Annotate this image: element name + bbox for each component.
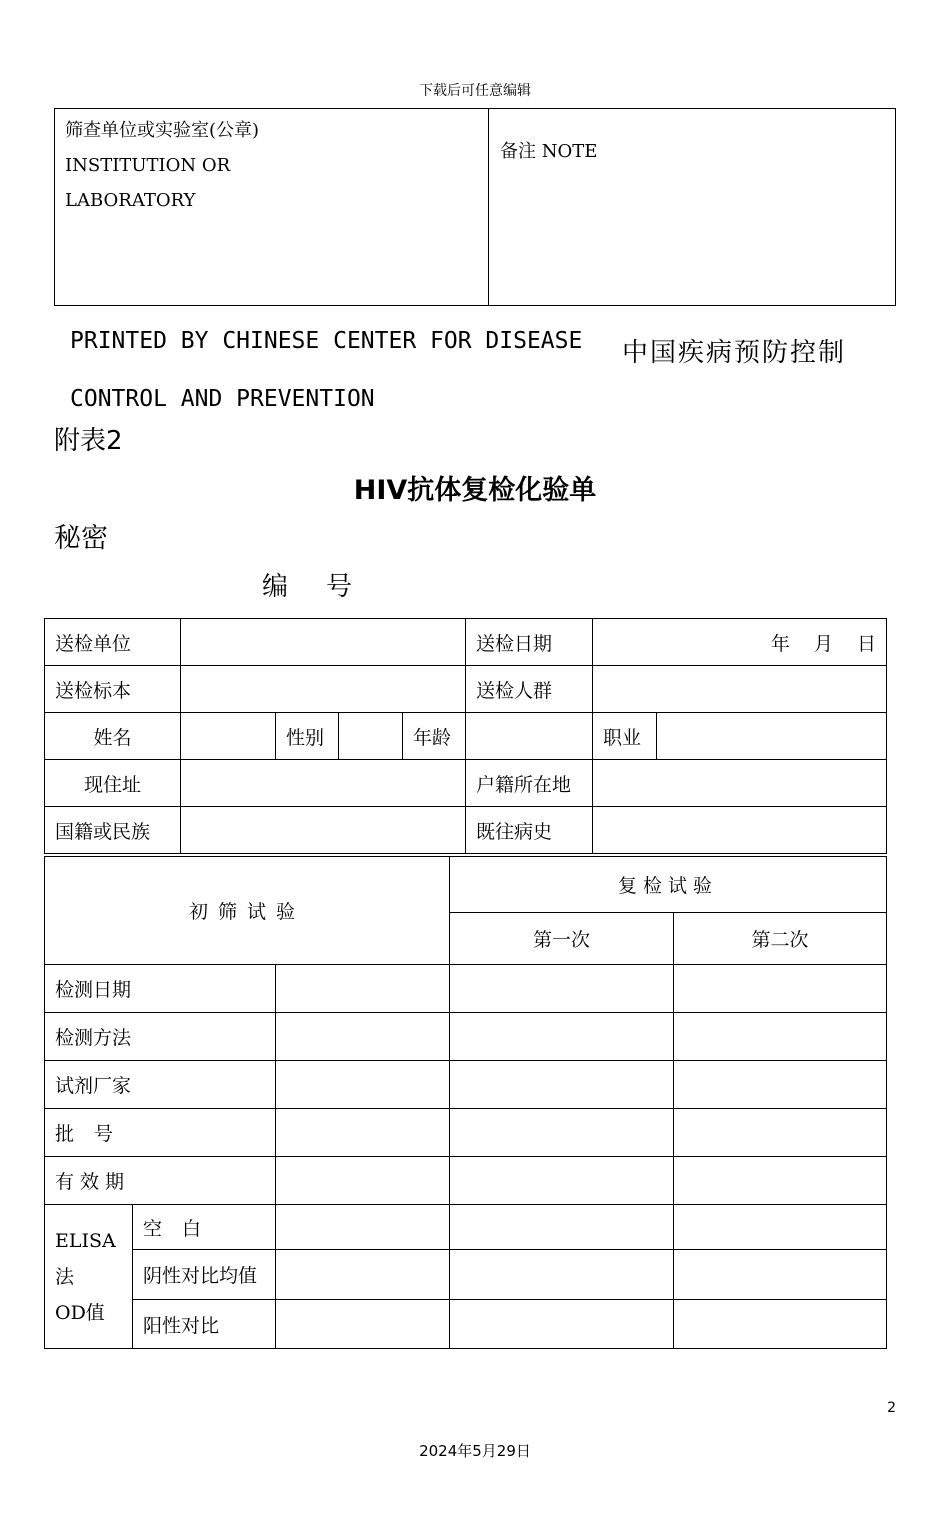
printed-by-line-1: PRINTED BY CHINESE CENTER FOR DISEASE bbox=[70, 328, 583, 354]
initial-reagent-field[interactable] bbox=[276, 1061, 450, 1109]
medical-history-label: 既往病史 bbox=[466, 807, 593, 854]
gender-label: 性别 bbox=[276, 713, 339, 760]
institution-note-box bbox=[54, 108, 896, 306]
population-label: 送检人群 bbox=[466, 666, 593, 713]
second-test-date-field[interactable] bbox=[674, 965, 887, 1013]
secret-label: 秘密 bbox=[54, 523, 108, 554]
first-reagent-field[interactable] bbox=[450, 1061, 674, 1109]
second-expiry-field[interactable] bbox=[674, 1157, 887, 1205]
second-blank-field[interactable] bbox=[674, 1205, 887, 1250]
table-row bbox=[45, 857, 887, 913]
test-date-label: 检测日期 bbox=[45, 965, 276, 1013]
initial-batch-field[interactable] bbox=[276, 1109, 450, 1157]
name-label: 姓名 bbox=[45, 713, 181, 760]
initial-screening-header: 初筛试验 bbox=[45, 857, 450, 965]
nationality-field[interactable] bbox=[181, 807, 466, 854]
box-divider bbox=[488, 109, 489, 305]
appendix-label: 附表2 bbox=[54, 426, 123, 456]
first-test-date-field[interactable] bbox=[450, 965, 674, 1013]
initial-blank-field[interactable] bbox=[276, 1205, 450, 1250]
od-value-label: OD值 bbox=[55, 1301, 105, 1324]
initial-negative-field[interactable] bbox=[276, 1250, 450, 1300]
institution-field[interactable] bbox=[65, 113, 259, 218]
page-title: HIV抗体复检化验单 bbox=[353, 475, 597, 506]
footer-date: 2024年5月29日 bbox=[419, 1442, 531, 1460]
second-reagent-field[interactable] bbox=[674, 1061, 887, 1109]
age-label: 年龄 bbox=[403, 713, 466, 760]
test-results-table bbox=[44, 856, 887, 1349]
elisa-od-label bbox=[45, 1205, 133, 1349]
second-batch-field[interactable] bbox=[674, 1109, 887, 1157]
serial-number-label: 编号 bbox=[262, 572, 391, 602]
first-test-method-field[interactable] bbox=[450, 1013, 674, 1061]
first-positive-field[interactable] bbox=[450, 1300, 674, 1349]
nationality-label: 国籍或民族 bbox=[45, 807, 181, 854]
table-row bbox=[45, 760, 887, 807]
second-test-header: 第二次 bbox=[674, 912, 887, 965]
table-row bbox=[45, 965, 887, 1013]
first-batch-field[interactable] bbox=[450, 1109, 674, 1157]
blank-label: 空 白 bbox=[133, 1205, 276, 1250]
first-negative-field[interactable] bbox=[450, 1250, 674, 1300]
recheck-header: 复检试验 bbox=[450, 857, 887, 913]
note-label: 备注 NOTE bbox=[500, 141, 598, 162]
household-location-label: 户籍所在地 bbox=[466, 760, 593, 807]
first-expiry-field[interactable] bbox=[450, 1157, 674, 1205]
age-field[interactable] bbox=[466, 713, 593, 760]
initial-positive-field[interactable] bbox=[276, 1300, 450, 1349]
name-field[interactable] bbox=[181, 713, 276, 760]
header-note: 下载后可任意编辑 bbox=[419, 83, 531, 99]
occupation-label: 职业 bbox=[593, 713, 657, 760]
second-test-method-field[interactable] bbox=[674, 1013, 887, 1061]
printed-by-line-2: CONTROL AND PREVENTION bbox=[70, 386, 375, 412]
elisa-label: ELISA bbox=[55, 1229, 116, 1252]
specimen-label: 送检标本 bbox=[45, 666, 181, 713]
table-row bbox=[45, 1300, 887, 1349]
population-field[interactable] bbox=[593, 666, 887, 713]
submit-date-field[interactable]: 年 月 日 bbox=[593, 619, 887, 666]
initial-expiry-field[interactable] bbox=[276, 1157, 450, 1205]
submitting-unit-label: 送检单位 bbox=[45, 619, 181, 666]
batch-number-label: 批 号 bbox=[45, 1109, 276, 1157]
cdc-name-cn: 中国疾病预防控制 bbox=[622, 338, 847, 368]
initial-test-date-field[interactable] bbox=[276, 965, 450, 1013]
table-row bbox=[45, 1109, 887, 1157]
reagent-manufacturer-label: 试剂厂家 bbox=[45, 1061, 276, 1109]
gender-field[interactable] bbox=[339, 713, 403, 760]
positive-control-label: 阳性对比 bbox=[133, 1300, 276, 1349]
patient-info-table bbox=[44, 618, 887, 854]
table-row bbox=[45, 713, 887, 760]
current-address-field[interactable] bbox=[181, 760, 466, 807]
second-positive-field[interactable] bbox=[674, 1300, 887, 1349]
test-method-label: 检测方法 bbox=[45, 1013, 276, 1061]
household-location-field[interactable] bbox=[593, 760, 887, 807]
table-row bbox=[45, 1013, 887, 1061]
specimen-field[interactable] bbox=[181, 666, 466, 713]
table-row bbox=[45, 1061, 887, 1109]
table-row bbox=[45, 1250, 887, 1300]
note-field[interactable] bbox=[500, 137, 597, 163]
institution-label-cn: 筛查单位或实验室(公章) bbox=[65, 120, 260, 141]
table-row bbox=[45, 807, 887, 854]
submitting-unit-field[interactable] bbox=[181, 619, 466, 666]
negative-control-mean-label: 阴性对比均值 bbox=[133, 1250, 276, 1300]
first-test-header: 第一次 bbox=[450, 912, 674, 965]
institution-label-en-2: LABORATORY bbox=[65, 190, 196, 211]
occupation-field[interactable] bbox=[657, 713, 887, 760]
printed-by bbox=[70, 312, 582, 428]
method-label: 法 bbox=[55, 1265, 75, 1288]
submit-date-label: 送检日期 bbox=[466, 619, 593, 666]
medical-history-field[interactable] bbox=[593, 807, 887, 854]
table-row bbox=[45, 666, 887, 713]
page-number: 2 bbox=[887, 1400, 896, 1416]
current-address-label: 现住址 bbox=[45, 760, 181, 807]
institution-label-en-1: INSTITUTION OR bbox=[65, 155, 231, 176]
table-row bbox=[45, 619, 887, 666]
first-blank-field[interactable] bbox=[450, 1205, 674, 1250]
table-row bbox=[45, 1157, 887, 1205]
table-row bbox=[45, 1205, 887, 1250]
expiry-label: 有效期 bbox=[45, 1157, 276, 1205]
second-negative-field[interactable] bbox=[674, 1250, 887, 1300]
initial-test-method-field[interactable] bbox=[276, 1013, 450, 1061]
